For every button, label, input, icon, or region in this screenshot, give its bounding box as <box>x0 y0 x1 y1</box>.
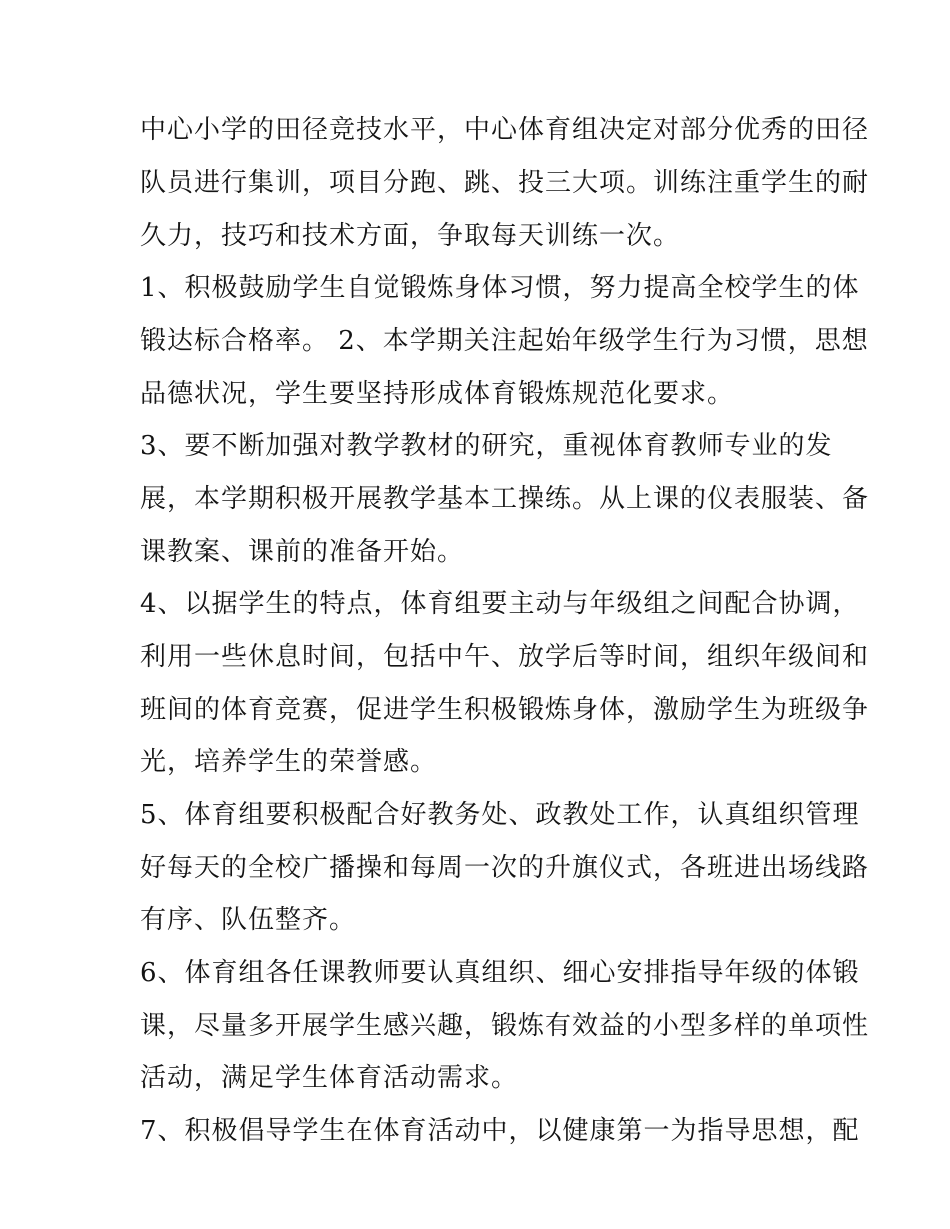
text-line-10: 4、以据学生的特点，体育组要主动与年级组之间配合协调， <box>140 589 860 619</box>
text-line-2: 队员进行集训，项目分跑、跳、投三大项。训练注重学生的耐 <box>140 168 870 198</box>
text-line-9: 课教案、课前的准备开始。 <box>140 537 465 567</box>
text-line-17: 6、体育组各任课教师要认真组织、细心安排指导年级的体锻 <box>140 958 860 988</box>
text-line-11: 利用一些休息时间，包括中午、放学后等时间，组织年级间和 <box>140 642 870 672</box>
text-line-14: 5、体育组要积极配合好教务处、政教处工作，认真组织管理 <box>140 800 860 830</box>
text-line-3: 久力，技巧和技术方面，争取每天训练一次。 <box>140 221 681 251</box>
text-line-6: 品德状况，学生要坚持形成体育锻炼规范化要求。 <box>140 379 735 409</box>
text-line-19: 活动，满足学生体育活动需求。 <box>140 1063 519 1093</box>
text-line-18: 课，尽量多开展学生感兴趣，锻炼有效益的小型多样的单项性 <box>140 1011 870 1041</box>
text-line-12: 班间的体育竞赛，促进学生积极锻炼身体，激励学生为班级争 <box>140 695 870 725</box>
text-line-13: 光，培养学生的荣誉感。 <box>140 747 438 777</box>
text-line-4: 1、积极鼓励学生自觉锻炼身体习惯，努力提高全校学生的体 <box>140 273 860 303</box>
text-line-15: 好每天的全校广播操和每周一次的升旗仪式，各班进出场线路 <box>140 853 870 883</box>
text-line-8: 展，本学期积极开展教学基本工操练。从上课的仪表服装、备 <box>140 484 870 514</box>
text-line-1: 中心小学的田径竞技水平，中心体育组决定对部分优秀的田径 <box>140 115 870 145</box>
text-line-20: 7、积极倡导学生在体育活动中，以健康第一为指导思想，配 <box>140 1116 860 1146</box>
text-line-7: 3、要不断加强对教学教材的研究，重视体育教师专业的发 <box>140 431 833 461</box>
text-line-16: 有序、队伍整齐。 <box>140 905 357 935</box>
text-line-5: 锻达标合格率。 2、本学期关注起始年级学生行为习惯，思想 <box>140 326 869 356</box>
